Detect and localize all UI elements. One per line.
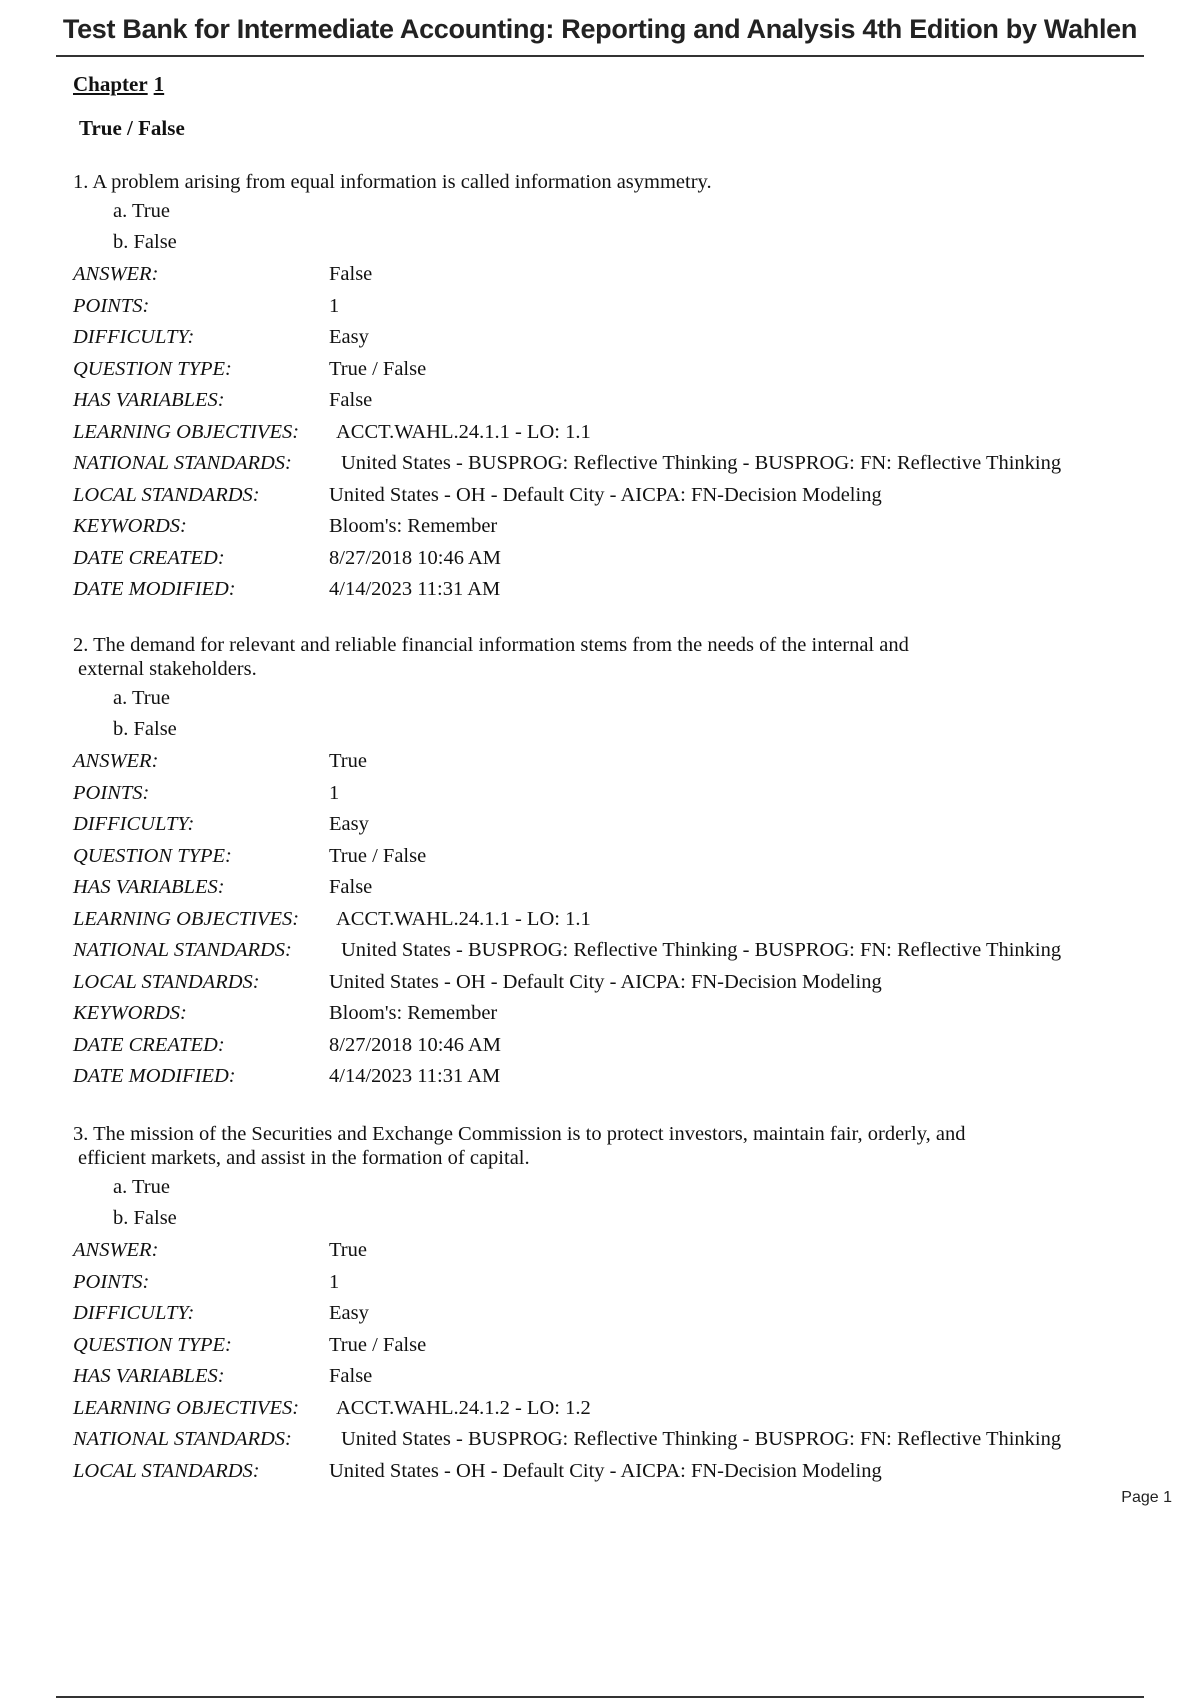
meta-label: DIFFICULTY: (73, 326, 195, 348)
meta-question-type (73, 354, 1153, 386)
question-text-line: A problem arising from equal information is called information asymmetry. (92, 171, 712, 193)
meta-has-variables (73, 1361, 1153, 1393)
meta-value: United States - BUSPROG: Reflective Thinking - BUSPROG: FN: Reflective Thinking (341, 939, 1062, 961)
meta-value: 1 (329, 294, 340, 317)
page-number: Page 1 (1121, 1489, 1172, 1506)
meta-value: 1 (329, 1270, 340, 1293)
question-number: 1. (73, 171, 89, 193)
meta-answer (73, 746, 1153, 778)
meta-label: LEARNING OBJECTIVES: (73, 420, 300, 443)
meta-label: DIFFICULTY: (73, 813, 195, 835)
question-metadata (73, 1235, 1153, 1487)
question-text-line: external stakeholders. (78, 658, 257, 680)
meta-value: ACCT.WAHL.24.1.2 - LO: 1.2 (336, 1396, 591, 1419)
meta-value: ACCT.WAHL.24.1.1 - LO: 1.1 (336, 420, 591, 443)
meta-label: DATE MODIFIED: (73, 1065, 236, 1087)
meta-label: LOCAL STANDARDS: (73, 1459, 260, 1482)
meta-value: False (329, 263, 373, 285)
meta-date-modified (73, 574, 1153, 606)
meta-label: KEYWORDS: (73, 515, 187, 537)
meta-difficulty (73, 809, 1153, 841)
meta-question-type (73, 841, 1153, 873)
meta-value: 1 (329, 781, 340, 804)
meta-value: United States - BUSPROG: Reflective Thinking - BUSPROG: FN: Reflective Thinking (341, 1428, 1062, 1450)
question-text-line: The mission of the Securities and Exchange Commission is to protect investors, maintain fair, orderly, and (93, 1123, 966, 1145)
chapter-number: 1 (153, 72, 165, 96)
meta-label: QUESTION TYPE: (73, 1333, 232, 1356)
meta-label: DATE CREATED: (73, 1033, 225, 1056)
meta-local-standards (73, 967, 1153, 999)
meta-learning-objectives (73, 1393, 1153, 1425)
meta-label: HAS VARIABLES: (73, 1365, 225, 1387)
meta-label: DATE CREATED: (73, 546, 225, 569)
meta-question-type (73, 1330, 1153, 1362)
meta-has-variables (73, 872, 1153, 904)
meta-label: HAS VARIABLES: (73, 389, 225, 411)
meta-local-standards (73, 1456, 1153, 1488)
meta-label: KEYWORDS: (73, 1002, 187, 1024)
meta-learning-objectives (73, 904, 1153, 936)
option-b: b. False (113, 718, 177, 740)
meta-label: QUESTION TYPE: (73, 357, 232, 380)
meta-answer (73, 1235, 1153, 1267)
meta-value: True / False (329, 844, 427, 867)
meta-value: True / False (329, 357, 427, 380)
meta-label: ANSWER: (73, 263, 159, 285)
meta-date-created (73, 543, 1153, 575)
title-divider (56, 55, 1144, 57)
meta-value: False (329, 389, 373, 411)
meta-difficulty (73, 322, 1153, 354)
meta-label: LOCAL STANDARDS: (73, 970, 260, 993)
meta-value: True (329, 750, 367, 772)
meta-value: United States - OH - Default City - AICPA: FN-Decision Modeling (329, 1459, 882, 1482)
meta-keywords (73, 511, 1153, 543)
meta-value: False (329, 1365, 373, 1387)
meta-label: DIFFICULTY: (73, 1302, 195, 1324)
question-text (73, 633, 1153, 681)
meta-value: True (329, 1239, 367, 1261)
meta-label: NATIONAL STANDARDS: (73, 939, 292, 961)
option-b: b. False (113, 1207, 177, 1229)
meta-value: Bloom's: Remember (329, 515, 498, 537)
question-number: 3. (73, 1123, 89, 1145)
meta-label: POINTS: (73, 781, 150, 804)
meta-value: Easy (329, 813, 369, 835)
meta-keywords (73, 998, 1153, 1030)
meta-national-standards (73, 1424, 1153, 1456)
document-title: Test Bank for Intermediate Accounting: Reporting and Analysis 4th Edition by Wahlen (62, 14, 1138, 44)
meta-value: United States - OH - Default City - AICPA: FN-Decision Modeling (329, 970, 882, 993)
question-3 (73, 1122, 1153, 1487)
meta-label: HAS VARIABLES: (73, 876, 225, 898)
option-b: b. False (113, 231, 177, 253)
meta-points (73, 1267, 1153, 1299)
meta-label: LOCAL STANDARDS: (73, 483, 260, 506)
meta-label: LEARNING OBJECTIVES: (73, 907, 300, 930)
meta-value: ACCT.WAHL.24.1.1 - LO: 1.1 (336, 907, 591, 930)
meta-national-standards (73, 935, 1153, 967)
meta-value: 4/14/2023 11:31 AM (329, 578, 501, 600)
chapter-heading (73, 72, 164, 97)
section-heading: True / False (79, 116, 185, 140)
meta-value: Easy (329, 326, 369, 348)
chapter-label: Chapter (73, 72, 148, 96)
meta-national-standards (73, 448, 1153, 480)
question-text (73, 1122, 1153, 1170)
question-text-line: The demand for relevant and reliable financial information stems from the needs of the internal and (93, 634, 909, 656)
question-metadata (73, 746, 1153, 1093)
meta-value: False (329, 876, 373, 898)
meta-points (73, 291, 1153, 323)
meta-value: Bloom's: Remember (329, 1002, 498, 1024)
meta-value: 8/27/2018 10:46 AM (329, 546, 501, 569)
meta-local-standards (73, 480, 1153, 512)
meta-answer (73, 259, 1153, 291)
meta-label: QUESTION TYPE: (73, 844, 232, 867)
meta-value: 4/14/2023 11:31 AM (329, 1065, 501, 1087)
meta-learning-objectives (73, 417, 1153, 449)
meta-value: True / False (329, 1333, 427, 1356)
option-a: a. True (113, 200, 170, 222)
meta-label: NATIONAL STANDARDS: (73, 452, 292, 474)
question-1 (73, 170, 1153, 606)
meta-value: Easy (329, 1302, 369, 1324)
meta-label: LEARNING OBJECTIVES: (73, 1396, 300, 1419)
footer-divider (56, 1696, 1144, 1698)
meta-value: United States - OH - Default City - AICPA: FN-Decision Modeling (329, 483, 882, 506)
meta-value: United States - BUSPROG: Reflective Thinking - BUSPROG: FN: Reflective Thinking (341, 452, 1062, 474)
question-number: 2. (73, 634, 89, 656)
meta-label: POINTS: (73, 1270, 150, 1293)
question-metadata (73, 259, 1153, 606)
meta-label: ANSWER: (73, 1239, 159, 1261)
meta-date-created (73, 1030, 1153, 1062)
meta-label: NATIONAL STANDARDS: (73, 1428, 292, 1450)
meta-has-variables (73, 385, 1153, 417)
meta-date-modified (73, 1061, 1153, 1093)
meta-label: POINTS: (73, 294, 150, 317)
meta-label: ANSWER: (73, 750, 159, 772)
meta-value: 8/27/2018 10:46 AM (329, 1033, 501, 1056)
question-text (73, 170, 1153, 194)
meta-difficulty (73, 1298, 1153, 1330)
question-2 (73, 633, 1153, 1093)
option-a: a. True (113, 687, 170, 709)
question-text-line: efficient markets, and assist in the formation of capital. (78, 1147, 530, 1169)
meta-points (73, 778, 1153, 810)
option-a: a. True (113, 1176, 170, 1198)
meta-label: DATE MODIFIED: (73, 578, 236, 600)
